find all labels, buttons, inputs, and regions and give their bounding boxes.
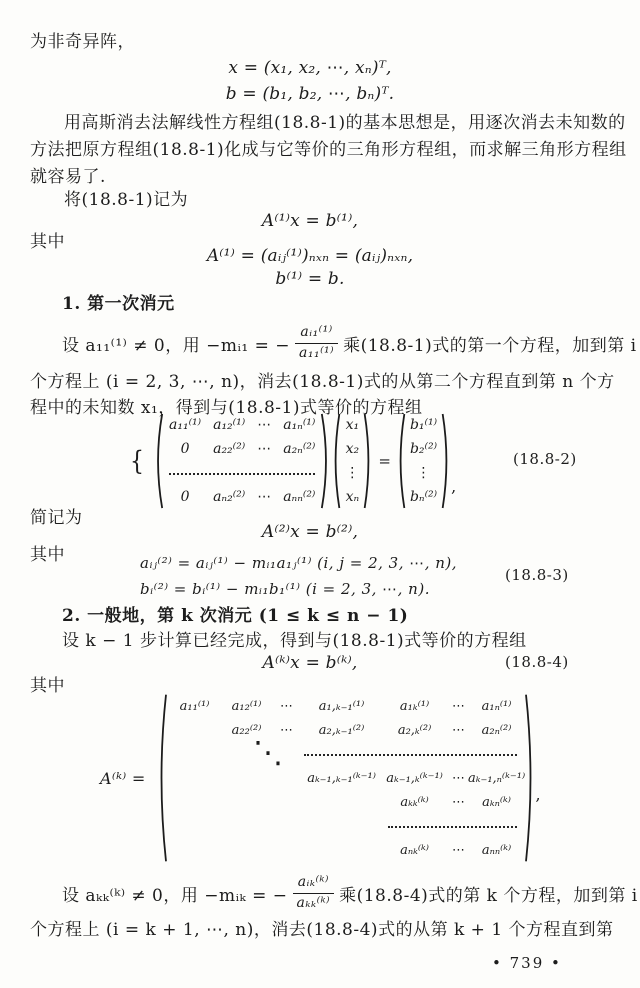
- text-among-2: 其中: [30, 545, 65, 565]
- matrix-cell: 0: [180, 489, 190, 505]
- vector-cell: bₙ⁽²⁾: [409, 489, 438, 505]
- sentence-elimination-1-l3: 程中的未知数 x₁，得到与(18.8-1)式等价的方程组: [30, 398, 423, 418]
- sentence-elimination-1: [62, 320, 637, 366]
- equation-label-18-8-2: (18.8-2): [513, 450, 577, 468]
- equation-18-8-3-line1: aᵢⱼ⁽²⁾ = aᵢⱼ⁽¹⁾ − mᵢ₁a₁ⱼ⁽¹⁾ (i, j = 2, 3, ⋯, n),: [140, 554, 458, 572]
- equation-label-18-8-4: (18.8-4): [505, 653, 569, 671]
- text-among-1: 其中: [30, 232, 65, 252]
- matrix-cell: a₂,ₖ⁽²⁾: [397, 722, 432, 738]
- paragraph-gauss-l1: 用高斯消去法解线性方程组(18.8-1)的基本思想是，用逐次消去未知数的: [64, 113, 626, 133]
- formula-b-vector: b = (b₁, b₂, ⋯, bₙ)ᵀ.: [225, 84, 395, 104]
- matrix-cell: a₁₁⁽¹⁾: [169, 417, 202, 433]
- matrix-cell: aₖₙ⁽ᵏ⁾: [482, 794, 511, 810]
- matrix-a-k-lhs: A⁽ᵏ⁾ =: [100, 768, 146, 788]
- matrix-dotted-row: [169, 471, 315, 475]
- vector-ellipsis: ⋮: [416, 465, 431, 481]
- matrix-cell: a₁₂⁽¹⁾: [231, 698, 262, 714]
- formula-x-vector: x = (x₁, x₂, ⋯, xₙ)ᵀ,: [228, 58, 392, 78]
- matrix-cell: a₁₁⁽¹⁾: [179, 698, 210, 714]
- formula-a1x-b1: A⁽¹⁾x = b⁽¹⁾,: [261, 211, 359, 231]
- matrix-cell: ⋯: [452, 842, 466, 858]
- matrix-cell: aₙ₂⁽²⁾: [213, 489, 246, 505]
- equation-comma: ,: [451, 477, 457, 496]
- matrix-cell: a₁ₙ⁽¹⁾: [283, 417, 316, 433]
- matrix-cell: ⋯: [280, 698, 294, 714]
- matrix-cell: aₙₖ⁽ᵏ⁾: [400, 842, 429, 858]
- fraction-m-i1: [294, 324, 339, 362]
- matrix-cell: ⋯: [257, 441, 272, 457]
- vector-cell: x₂: [345, 441, 360, 457]
- matrix-cell: aₖ₋₁,ₖ⁽ᵏ⁻¹⁾: [386, 770, 443, 786]
- matrix-cell: ⋯: [257, 489, 272, 505]
- matrix-cell: a₁ₙ⁽¹⁾: [481, 698, 512, 714]
- vector-cell: b₁⁽¹⁾: [409, 417, 438, 433]
- matrix-a-k-equation: [100, 692, 541, 864]
- section-2-intro: 设 k − 1 步计算已经完成，得到与(18.8-1)式等价的方程组: [62, 631, 527, 651]
- equation-label-18-8-3: (18.8-3): [505, 566, 569, 584]
- fraction-numerator: aᵢₖ⁽ᵏ⁾: [293, 874, 334, 894]
- text-abbreviated-as: 简记为: [30, 508, 83, 528]
- section-1-title: 1. 第一次消元: [62, 294, 175, 314]
- matrix-a-k: [168, 694, 524, 862]
- formula-a2x-b2: A⁽²⁾x = b⁽²⁾,: [261, 522, 359, 542]
- matrix-cell: a₂₂⁽²⁾: [213, 441, 246, 457]
- paragraph-gauss-l2: 方法把原方程组(18.8-1)化成与它等价的三角形方程组，而求解三角形方程组: [30, 140, 627, 160]
- matrix-cell: aₖₖ⁽ᵏ⁾: [400, 794, 429, 810]
- matrix-cell: aₖ₋₁,ₙ⁽ᵏ⁻¹⁾: [467, 770, 526, 786]
- formula-a1-def: A⁽¹⁾ = (aᵢⱼ⁽¹⁾)ₙₓₙ = (aᵢⱼ)ₙₓₙ,: [206, 246, 414, 266]
- matrix-cell: ⋯: [452, 770, 466, 786]
- equation-18-8-3-line2: bᵢ⁽²⁾ = bᵢ⁽¹⁾ − mᵢ₁b₁⁽¹⁾ (i = 2, 3, ⋯, n).: [140, 580, 430, 598]
- equals-sign: =: [378, 452, 391, 470]
- b-vector-right-paren: [441, 412, 451, 510]
- fraction-numerator: aᵢ₁⁽¹⁾: [295, 324, 337, 344]
- matrix-dotted-row: [388, 824, 517, 828]
- big-matrix-right-paren: [524, 693, 536, 863]
- matrix-cell: a₁₂⁽¹⁾: [213, 417, 246, 433]
- matrix-cell: 0: [180, 441, 190, 457]
- coefficient-matrix: [164, 413, 320, 509]
- sentence-elimination-k-l2: 个方程上 (i = k + 1, ⋯, n)，消去(18.8-4)式的从第 k + 1 个方程直到第: [30, 920, 614, 940]
- matrix-cell: ⋯: [257, 417, 272, 433]
- matrix-cell: aₖ₋₁,ₖ₋₁⁽ᵏ⁻¹⁾: [307, 770, 376, 786]
- frac2-post: 乘(18.8-4)式的第 k 个方程，加到第 i: [339, 885, 638, 906]
- matrix-left-paren: [153, 412, 164, 510]
- matrix-cell: a₁,ₖ₋₁⁽¹⁾: [318, 698, 365, 714]
- fraction-m-ik: [292, 874, 336, 912]
- matrix-cell: ⋯: [280, 722, 294, 738]
- x-vector-right-paren: [363, 412, 373, 510]
- matrix-diagonal-dots: ⋱: [252, 734, 283, 770]
- fraction-denominator: a₁₁⁽¹⁾: [299, 344, 335, 361]
- matrix-cell: ⋯: [452, 722, 466, 738]
- matrix-cell: a₂₂⁽²⁾: [231, 722, 262, 738]
- text-among-3: 其中: [30, 676, 65, 696]
- frac1-pre: 设 a₁₁⁽¹⁾ ≠ 0，用 −mᵢ₁ = −: [62, 335, 291, 356]
- matrix-cell: a₂ₙ⁽²⁾: [481, 722, 512, 738]
- formula-akx-bk: A⁽ᵏ⁾x = b⁽ᵏ⁾,: [262, 653, 358, 673]
- b-vector-left-paren: [396, 412, 406, 510]
- matrix-right-paren: [320, 412, 331, 510]
- vector-cell: xₙ: [345, 489, 360, 505]
- fraction-denominator: aₖₖ⁽ᵏ⁾: [296, 894, 331, 911]
- sentence-elimination-1-l2: 个方程上 (i = 2, 3, ⋯, n)，消去(18.8-1)式的从第二个方程直到第 n 个方: [30, 372, 615, 392]
- x-vector: [341, 413, 363, 509]
- matrix-cell: aₙₙ⁽²⁾: [283, 489, 316, 505]
- equation-comma: ,: [535, 785, 541, 804]
- paragraph-gauss-l3: 就容易了.: [30, 167, 106, 187]
- frac1-post: 乘(18.8-1)式的第一个方程，加到第 i: [343, 335, 637, 356]
- vector-cell: x₁: [345, 417, 360, 433]
- matrix-cell: aₙₙ⁽ᵏ⁾: [481, 842, 512, 858]
- page-number: • 739 •: [492, 954, 562, 972]
- sentence-elimination-k: [62, 870, 638, 916]
- equation-18-8-2: [130, 412, 456, 510]
- matrix-dotted-row: [304, 752, 518, 756]
- b-vector: [406, 413, 441, 509]
- big-matrix-left-paren: [156, 693, 168, 863]
- stray-brace-mark: {: [130, 446, 144, 476]
- matrix-cell: a₂,ₖ₋₁⁽²⁾: [318, 722, 365, 738]
- section-2-title: 2. 一般地，第 k 次消元 (1 ≤ k ≤ n − 1): [62, 606, 409, 626]
- vector-ellipsis: ⋮: [345, 465, 360, 481]
- matrix-cell: a₂ₙ⁽²⁾: [283, 441, 316, 457]
- formula-b1-def: b⁽¹⁾ = b.: [275, 269, 345, 289]
- vector-cell: b₂⁽²⁾: [409, 441, 438, 457]
- text-record-as: 将(18.8-1)记为: [64, 190, 189, 210]
- x-vector-left-paren: [331, 412, 341, 510]
- frac2-pre: 设 aₖₖ⁽ᵏ⁾ ≠ 0，用 −mᵢₖ = −: [62, 885, 288, 906]
- text-nonsingular: 为非奇异阵，: [30, 32, 135, 52]
- matrix-cell: a₁ₖ⁽¹⁾: [399, 698, 430, 714]
- matrix-cell: ⋯: [452, 698, 466, 714]
- matrix-cell: ⋯: [452, 794, 466, 810]
